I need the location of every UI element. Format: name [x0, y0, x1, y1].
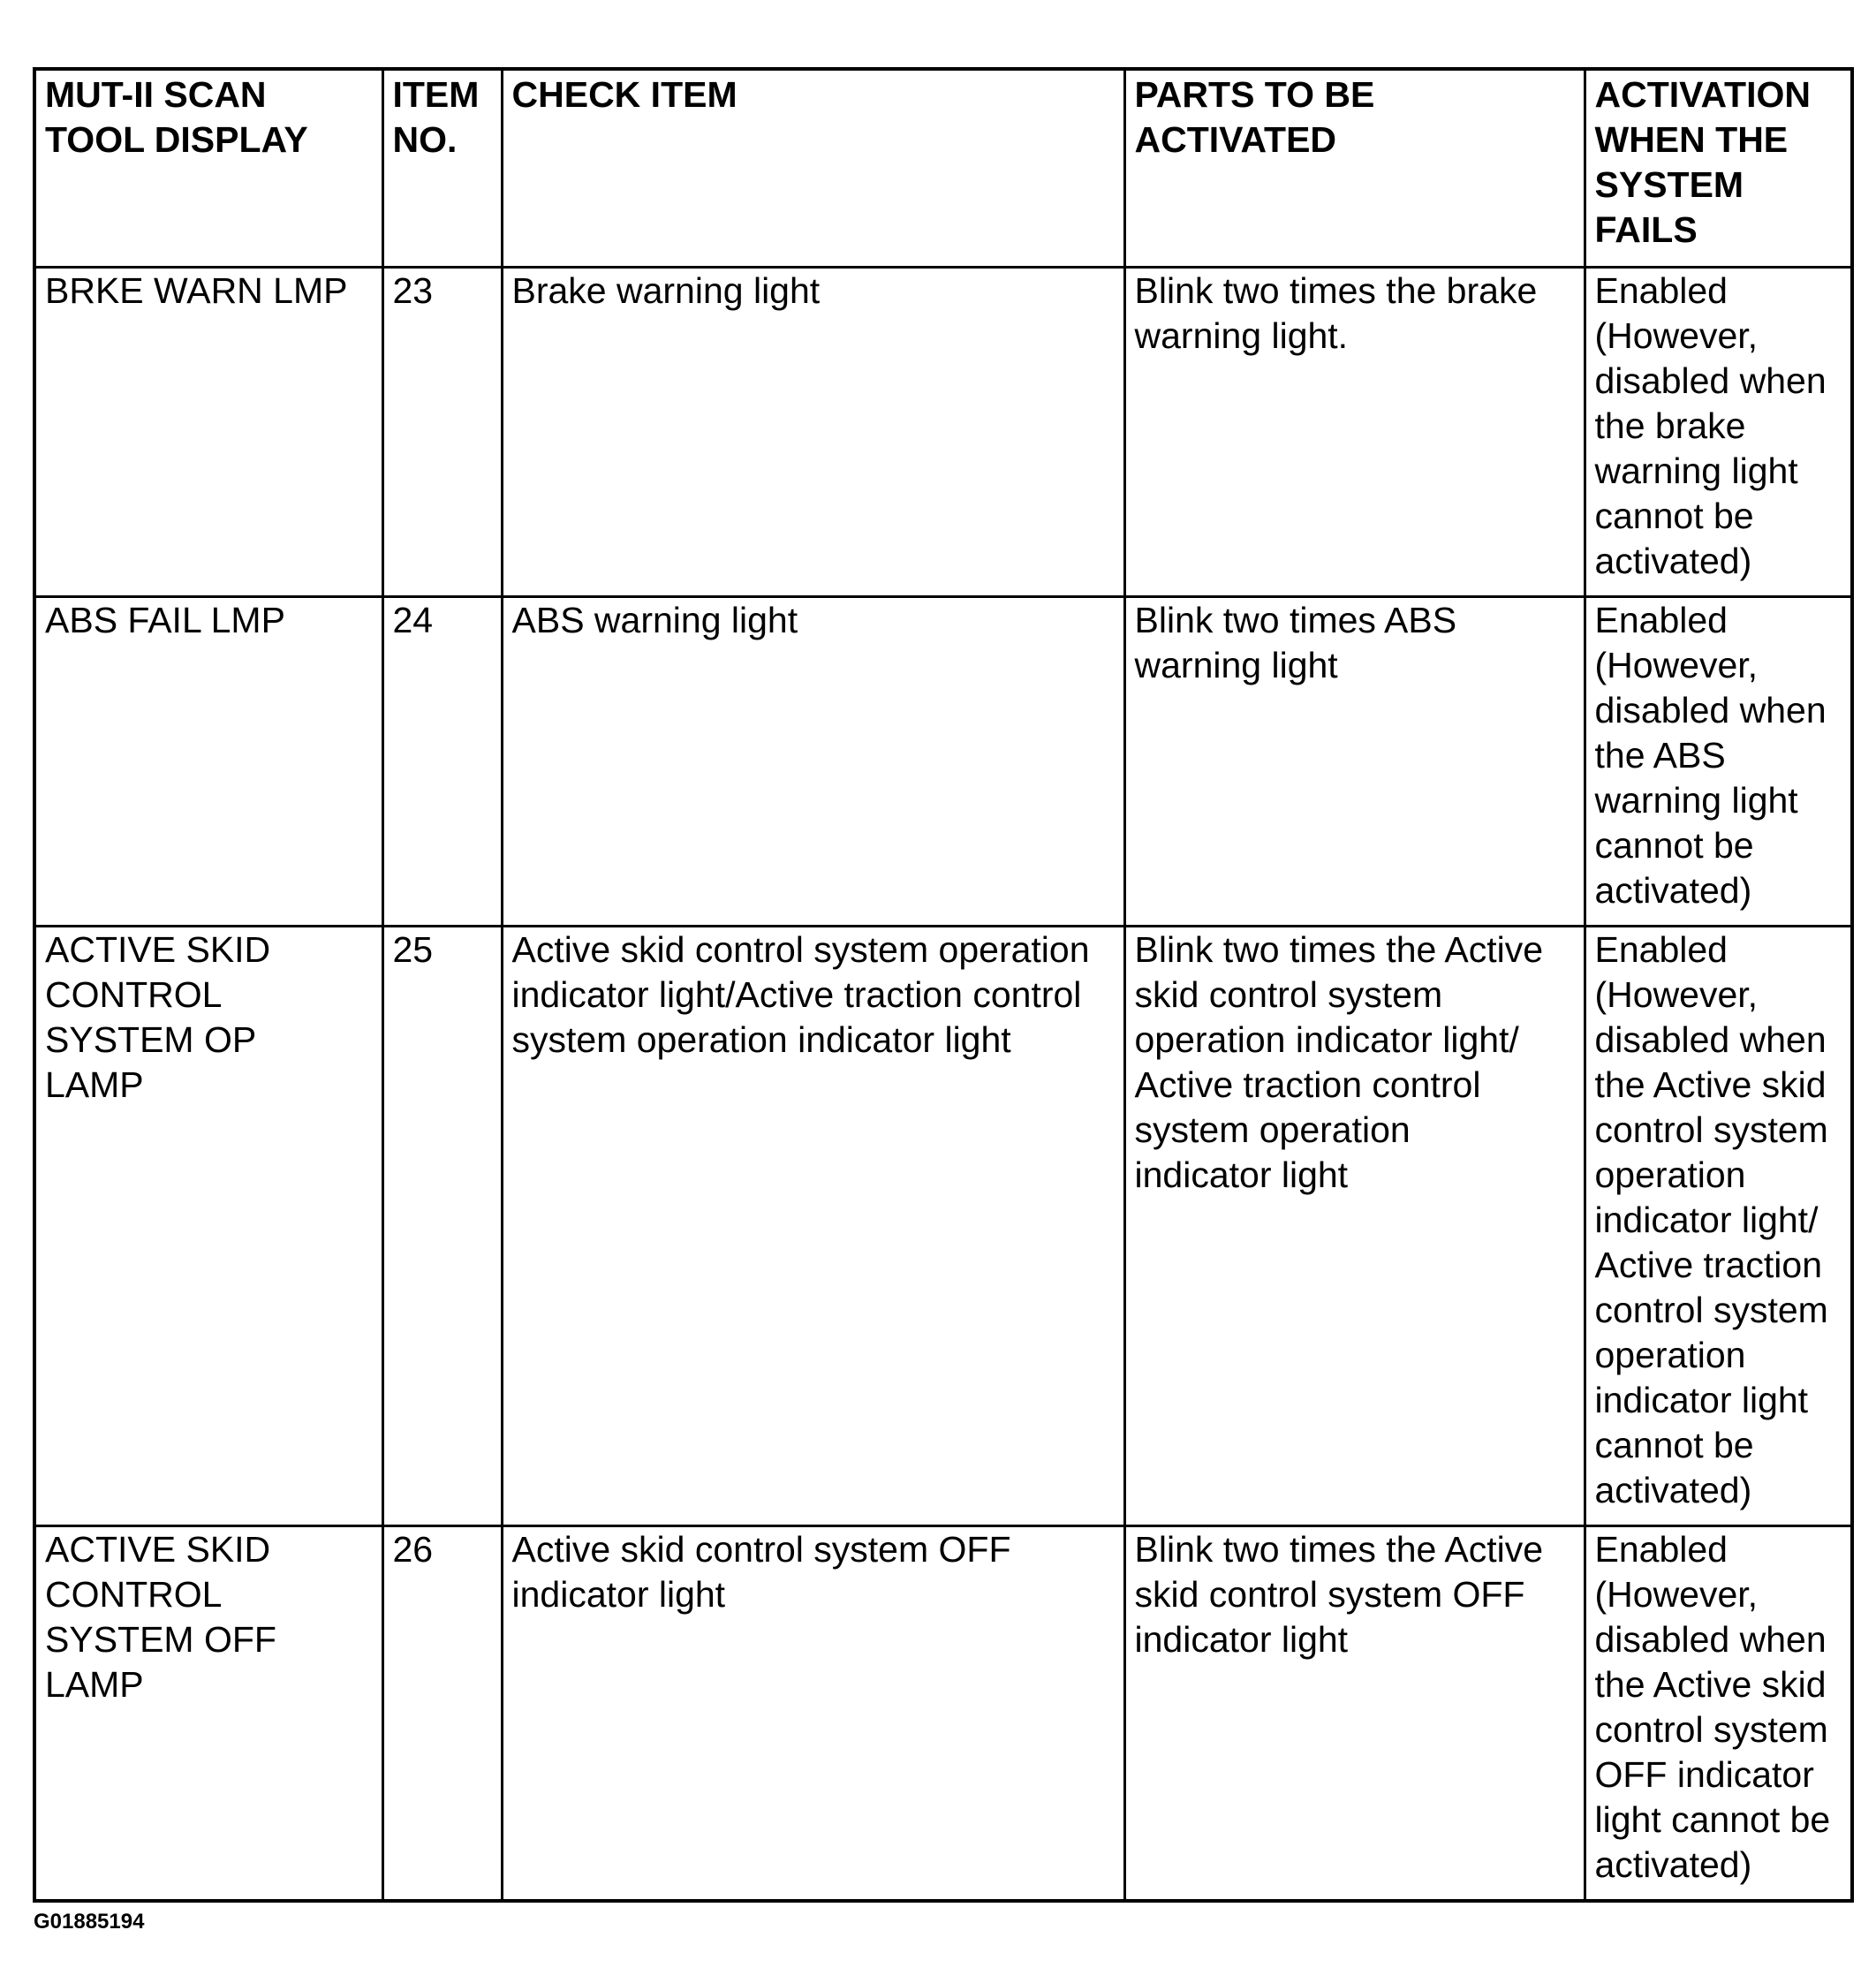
header-activation-when-fails: ACTIVATION WHEN THE SYSTEM FAILS	[1585, 69, 1852, 268]
header-item-no: ITEM NO.	[382, 69, 502, 268]
table-row	[34, 927, 1852, 1526]
header-parts-to-be-activated: PARTS TO BE ACTIVATED	[1124, 69, 1585, 268]
cell-activation-when-fails: Enabled (However, disabled when the Active skid control system OFF indicator light cannot be activated)	[1585, 1526, 1852, 1902]
header-check-item: CHECK ITEM	[502, 69, 1124, 268]
cell-item-no: 26	[382, 1526, 502, 1902]
cell-parts-to-be-activated: Blink two times the Active skid control system OFF indicator light	[1124, 1526, 1585, 1902]
cell-check-item: ABS warning light	[502, 597, 1124, 927]
table-row	[34, 1526, 1852, 1902]
cell-check-item: Brake warning light	[502, 268, 1124, 597]
cell-activation-when-fails: Enabled (However, disabled when the ABS warning light cannot be activated)	[1585, 597, 1852, 927]
header-scan-tool-display: MUT-II SCAN TOOL DISPLAY	[34, 69, 382, 268]
table-row	[34, 268, 1852, 597]
cell-item-no: 24	[382, 597, 502, 927]
cell-item-no: 25	[382, 927, 502, 1526]
cell-check-item: Active skid control system OFF indicator light	[502, 1526, 1124, 1902]
cell-check-item: Active skid control system operation indicator light/Active traction control system operation indicator light	[502, 927, 1124, 1526]
header-row	[34, 69, 1852, 268]
cell-parts-to-be-activated: Blink two times the brake warning light.	[1124, 268, 1585, 597]
figure-id: G01885194	[34, 1910, 145, 1934]
table-row	[34, 597, 1852, 927]
cell-scan-tool-display: BRKE WARN LMP	[34, 268, 382, 597]
cell-item-no: 23	[382, 268, 502, 597]
activation-table	[33, 67, 1854, 1903]
cell-scan-tool-display: ACTIVE SKID CONTROL SYSTEM OP LAMP	[34, 927, 382, 1526]
cell-activation-when-fails: Enabled (However, disabled when the Active skid control system operation indicator light/ Active traction control system operation indicator light cannot be activated)	[1585, 927, 1852, 1526]
cell-activation-when-fails: Enabled (However, disabled when the brake warning light cannot be activated)	[1585, 268, 1852, 597]
cell-parts-to-be-activated: Blink two times the Active skid control system operation indicator light/ Active traction control system operation indicator light	[1124, 927, 1585, 1526]
cell-scan-tool-display: ACTIVE SKID CONTROL SYSTEM OFF LAMP	[34, 1526, 382, 1902]
cell-scan-tool-display: ABS FAIL LMP	[34, 597, 382, 927]
cell-parts-to-be-activated: Blink two times ABS warning light	[1124, 597, 1585, 927]
